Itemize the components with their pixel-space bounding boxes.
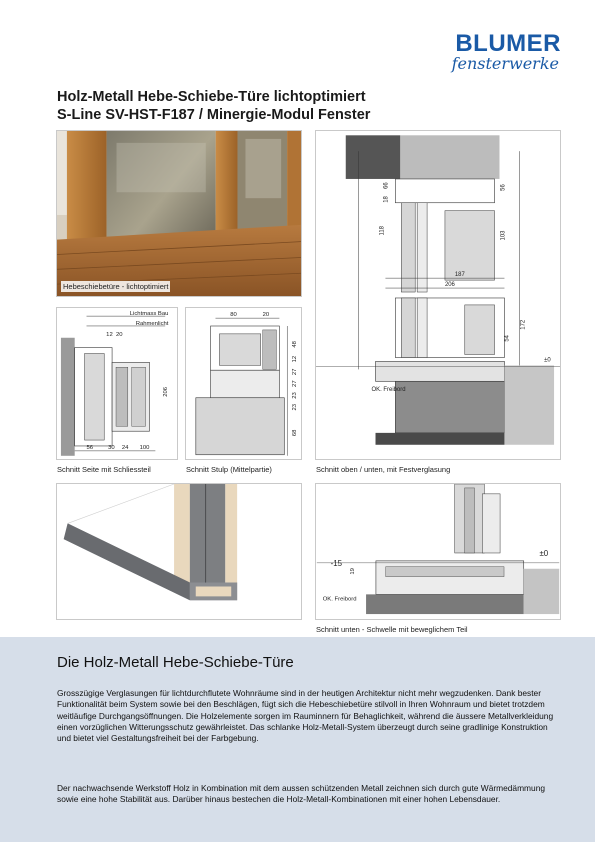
dim-stulp-h4: 27: [292, 380, 299, 387]
wall-hatch: [61, 338, 75, 456]
dim-sec-d8: 54: [504, 335, 511, 342]
dim-stulp-w2: 20: [262, 312, 270, 319]
dim-stulp-h7: 68: [292, 429, 299, 437]
dim-threshold-t1: 19: [350, 568, 357, 575]
title-line-1: Holz-Metall Hebe-Schiebe-Türe lichtoptimiert: [57, 89, 366, 105]
page-title: [57, 88, 477, 124]
stulp-section-svg: [186, 308, 301, 459]
dim-sec-d3: 56: [500, 184, 507, 191]
brand-name: BLUMER: [455, 30, 561, 57]
top-wall-hatch: [346, 135, 401, 179]
label-plusminus0-sec: ±0: [544, 357, 551, 364]
photo-sliding-door-image: [57, 131, 301, 296]
dim-side-b: 20: [116, 331, 123, 338]
brand-subtitle: fensterwerke: [451, 54, 559, 73]
caption-top-bottom: Schnitt oben / unten, mit Festverglasung: [316, 465, 451, 474]
title-line-2: S-Line SV-HST-F187 / Minergie-Modul Fenster: [57, 107, 371, 123]
photo-caption: Hebeschiebetüre - lichtoptimiert: [63, 282, 169, 291]
paragraph-2: Der nachwachsende Werkstoff Holz in Kombination mit dem aussen schützenden Metall zeichnen sich durch gute Wärmedämmung sowie eine hohe Stabilität aus. Darüber hinaus bestechen die Holz-Metall-Kombinationen mit einer hohen Lebensdauer.: [57, 783, 546, 805]
dim-side-c: 206: [163, 386, 170, 397]
caption-stulp: Schnitt Stulp (Mittelpartie): [186, 465, 272, 474]
dim-stulp-w1: 80: [230, 312, 237, 319]
caption-threshold: Schnitt unten - Schwelle mit beweglichem Teil: [316, 625, 468, 634]
dim-sec-d1: 66: [383, 182, 390, 189]
section-heading: Die Holz-Metall Hebe-Schiebe-Türe: [57, 654, 294, 671]
label-ok-freibord: OK. Freibord: [371, 387, 406, 394]
dim-side-g: 100: [139, 444, 150, 451]
top-bottom-section-svg: [316, 131, 560, 459]
frame-corner-svg: [57, 484, 301, 619]
dim-sec-d6: 187: [454, 272, 465, 279]
brand-logo: [411, 30, 561, 74]
side-section-svg: [57, 308, 177, 459]
dim-stulp-h3: 27: [292, 368, 299, 376]
dim-sec-d7: 206: [444, 282, 455, 289]
dim-side-a: 12: [106, 331, 113, 338]
paragraph-1: Grosszügige Verglasungen für lichtdurchflutete Wohnräume sind in der heutigen Architektur nicht mehr wegzudenken. Dank bester Funktionalität beim System sowie bei den Beschlägen, fügt sich die Hebeschiebetüre stilvoll in Ihren Wohnraum und bietet trotzdem weitläufige Durchgangsöffnungen. Die Holzelemente sorgen im Rauminnern für Behaglichkeit, während die äussere Metallverkleidung einen vorzüglichen Witterungsschutz gewährleistet. Das schlanke Holz-Metall-System überzeugt durch seine gradlinige Konstruktion und bietet viel Gestaltungsfreiheit bei der Farbgebung.: [57, 688, 554, 744]
dim-sec-d9: 172: [520, 319, 527, 330]
dim-sec-d5: 103: [500, 230, 507, 241]
dim-stulp-h5: 23: [292, 392, 299, 399]
drawing-stulp-section: [185, 307, 302, 460]
label-plusminus0: ±0: [539, 548, 549, 558]
dim-side-f: 24: [121, 444, 129, 451]
drawing-top-bottom-section: [315, 130, 561, 460]
label-ok-freibord-threshold: OK. Freibord: [322, 596, 357, 603]
dim-side-d: 56: [86, 444, 94, 451]
dim-sec-d4: 118: [379, 226, 386, 236]
drawing-threshold-section: [315, 483, 561, 620]
dim-stulp-h1: 48: [292, 341, 299, 348]
dim-stulp-h2: 12: [292, 355, 299, 363]
label-rahmenlicht: Rahmenlicht: [135, 320, 169, 327]
photo-sliding-door: [56, 130, 302, 297]
label-lichtmass: Lichtmass Bau: [129, 311, 169, 318]
photo-frame-corner: [56, 483, 302, 620]
dim-stulp-h6: 23: [292, 403, 299, 411]
caption-side: Schnitt Seite mit Schliessteil: [57, 465, 151, 474]
drawing-side-section: [56, 307, 178, 460]
dim-sec-d2: 18: [383, 196, 390, 203]
label-minus15: -15: [330, 558, 342, 568]
dim-side-e: 30: [108, 444, 115, 451]
threshold-section-svg: [316, 484, 560, 619]
